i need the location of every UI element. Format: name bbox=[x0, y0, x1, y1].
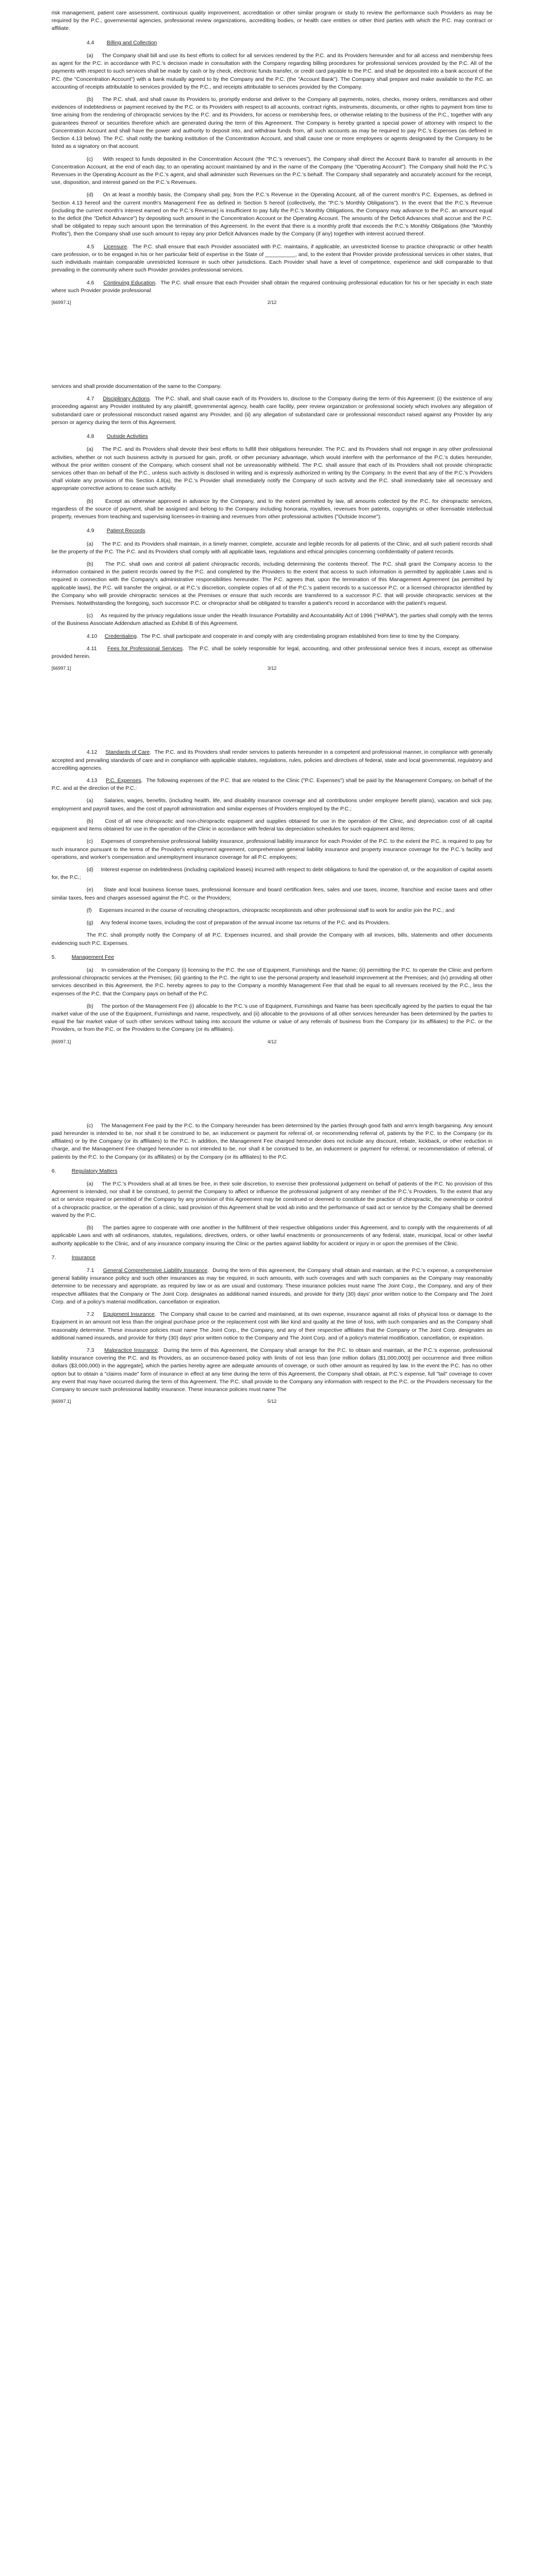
section-number: 4.9 bbox=[87, 528, 94, 534]
paragraph-4-13: 4.13 P.C. Expenses. The following expenses of the P.C. that are related to the Clinic ("P.C. Expenses") shall be paid by the Management Company, on behalf of the P.C. and at the direction of the P.C.: bbox=[52, 777, 492, 792]
section-heading-4-9 bbox=[87, 527, 492, 535]
page-footer bbox=[52, 1398, 492, 1410]
section-title: Continuing Education bbox=[103, 279, 156, 286]
section-number: 6. bbox=[52, 1167, 56, 1174]
page-3 bbox=[52, 749, 492, 1049]
paragraph-4-13-e: (e) State and local business license taxes, professional licensure and board certification fees, sales and use taxes, income, franchise and excise taxes and other similar taxes, fees and charges assessed against the P.C. or the Providers; bbox=[52, 887, 492, 901]
section-title: Management Fee bbox=[71, 954, 114, 960]
section-heading-5 bbox=[52, 954, 492, 961]
section-title: Disciplinary Actions bbox=[103, 396, 150, 402]
section-number: 7.1 bbox=[87, 1267, 94, 1274]
section-title: Fees for Professional Services bbox=[107, 645, 183, 652]
document-reference: [66997.1] bbox=[52, 666, 71, 671]
page-1 bbox=[52, 0, 492, 311]
section-number: 4.11 bbox=[87, 645, 97, 652]
page-number: 2/12 bbox=[267, 300, 277, 305]
paragraph-4-13-d: (d) Interest expense on indebtedness (including capitalized leases) incurred with respect to debt obligations to fund the operation of, or the acquisition of capital assets for, the P.C.; bbox=[52, 866, 492, 881]
section-title: Outside Activities bbox=[106, 433, 148, 440]
section-title: P.C. Expenses bbox=[106, 777, 141, 784]
page-break bbox=[52, 1050, 492, 1122]
section-body: During the term of this Agreement, the Company shall arrange for the P.C. to obtain and maintain, at the P.C.'s expense, professional liability insurance covering the P.C. and its Providers, as an occurrence-based policy with limits of not less than [one million dollars ($1,000,000)] per occurrence and three million dollars ($3,000,000) in the aggregate], which the parties hereby agree are adequate amounts of coverage, or such other amount as required by law. In the event the P.C. has no other option but to obtain a "claims made" form of insurance in effect at any time during the term of this Agreement, the Company shall obtain, at P.C.'s expense, full "tail" coverage to cover any event that may have occurred during the term of this Agreement. The P.C. shall provide to the Company any information with respect to the P.C. or the Providers necessary for the Company to secure such professional liability insurance. These insurance policies must name The bbox=[52, 1347, 492, 1393]
paragraph-4-8-a: (a) The P.C. and its Providers shall devote their best efforts to fulfill their obligations hereunder. The P.C. and its Providers shall not engage in any other professional activities, whether or not such business activity is pursued for gain, profit, or other pecuniary advantage, which would interfere with the performance of the P.C.'s duties hereunder, without the prior written consent of the Company, which consent shall not be unreasonably withheld. The P.C. shall assure that each of its Providers shall not provide chiropractic services other than on behalf of the P.C., unless such activity is disclosed in writing and is expressly authorized in writing by the Company. In the event that any of the P.C.'s Providers shall violate any provision of this Section 4.8(a), the P.C.'s Provider shall immediately notify the Company of such activity and the P.C. shall immediately take all necessary and appropriate corrective actions to cease such activity. bbox=[52, 446, 492, 492]
paragraph-4-4-a: (a) The Company shall bill and use its best efforts to collect for all services rendered by the P.C. and its Providers hereunder and for all access and membership fees as agent for the P.C. in accordance with P.C.'s decision made in consultation with the Company regarding billing procedures for professional services provided by the P.C. All of the payments with respect to such services shall be made by cash or by check, electronic funds transfer, or credit card payable to the P.C. and shall be deposited into a bank account of the P.C. (the "Concentration Account") with a bank mutually agreed to by the Company and the P.C. (the "Account Bank"). The Company shall prepare and make available to the P.C. an accounting of receipts attributable to services provided by the P.C., and receipts attributable to services provided by the Company. bbox=[52, 52, 492, 90]
section-number: 4.10 bbox=[87, 633, 97, 639]
paragraph-6-b: (b) The parties agree to cooperate with one another in the fulfillment of their respective obligations under this Agreement, and to comply with the requirements of all applicable Laws and with all ordinances, statutes, regulations, directives, orders, or other lawful enactments or pronouncements of any federal, state, municipal, local or other lawful authority applicable to the Clinic, and of any insurance company insuring the Clinic or the parties against liability for accident or injury in or upon the premises of the Clinic. bbox=[52, 1225, 492, 1247]
page-2 bbox=[52, 383, 492, 676]
section-body: The P.C. shall participate and cooperate in and comply with any credentialing program established from time to time by the Company. bbox=[141, 633, 460, 639]
paragraph-5-a: (a) In consideration of the Company (i) licensing to the P.C. the use of Equipment, Furnishings and the Name; (ii) permitting the P.C. to operate the Clinic and perform professional chiropractic services at the Premises; (iii) granting to the P.C. the right to use the personal property and leasehold improvement at the Premises; and (iv) providing all other services described in this Agreement, the P.C. hereby agrees to pay to the Company a monthly Management Fee that shall be equal to all revenues received by the P.C., less the expenses of the P.C. that the Company pays on behalf of the P.C. bbox=[52, 967, 492, 997]
section-number: 5. bbox=[52, 954, 56, 960]
section-title: Credentialing bbox=[105, 633, 137, 639]
paragraph-4-13-a: (a) Salaries, wages, benefits, (including health, life, and disability insurance coverage and all contributions under employee benefit plans), vacation and sick pay, employment and payroll taxes, and the cost of payroll administration and similar expenses of Providers employed by the P.C.; bbox=[52, 798, 492, 812]
section-body: The P.C. and its Providers shall render services to patients hereunder in a competent and professional manner, in compliance with generally accepted and prevailing standards of care and in compliance with applicable statutes, regulations, rules, policies and directives of federal, state and local governmental, regulatory and accrediting agencies. bbox=[52, 749, 492, 771]
section-heading-7 bbox=[52, 1254, 492, 1262]
page-number: 5/12 bbox=[267, 1399, 277, 1404]
paragraph-4-7: 4.7 Disciplinary Actions. The P.C. shall, and shall cause each of its Providers to, disclose to the Company during the term of this Agreement: (i) the existence of any proceeding against any Provider instituted by any plaintiff, governmental agency, health care facility, peer review organization or professional society which involves any allegation of substandard care or professional misconduct raised against any Provider, and (ii) any allegation of substandard care or professional misconduct raised against any Provider by any person or agency during the term of this Agreement. bbox=[52, 396, 492, 426]
paragraph-4-13-c: (c) Expenses of comprehensive professional liability insurance, professional liability insurance for each Provider of the P.C. to the extent the P.C. is required to pay for such insurance pursuant to the terms of the Provider's employment agreement, comprehensive general liability insurance and property insurance coverage for the P.C.'s facility and operations, and worker's compensation and unemployment insurance coverage for all P.C. employees; bbox=[52, 838, 492, 860]
page-footer bbox=[52, 299, 492, 311]
paragraph-4-9-b: (b) The P.C. shall own and control all patient chiropractic records, including determining the contents thereof. The P.C. shall grant the Company access to the information contained in the patient records owned by the P.C. and completed by the Providers to the extent that access to such information is permitted by applicable Laws and is required in connection with the Company's administrative responsibilities hereunder. The P.C. agrees that, upon the termination of this Management Agreement (as permitted by applicable laws), the P.C. will transfer the original, or at P.C.'s discretion, complete copies of all of the P.C.'s patient records to a successor P.C. or a licensed chiropractor identified by the Company who will provide chiropractic services at the Premises or ensure that such records are transferred to a successor P.C. that will provide chiropractic services at the Premises. Notwithstanding the foregoing, such successor P.C. or chiropractor shall be obligated to transfer a patient's record in accordance with the patient's request. bbox=[52, 561, 492, 607]
document-reference: [66997.1] bbox=[52, 300, 71, 305]
paragraph-4-5: 4.5 Licensure. The P.C. shall ensure that each Provider associated with P.C. maintains, if applicable, an unrestricted license to practice chiropractic or other health care profession, or to be engaged in his or her particular field of expertise in the State of __________, and, to the extent that Provider provide professional services in other states, that such individuals maintain comparable unrestricted licensure in such other jurisdictions. Each Provider shall have a level of competence, experience and skill comparable to that prevailing in the community where such Provider provides professional services. bbox=[52, 243, 492, 274]
paragraph-4-8-b: (b) Except as otherwise approved in advance by the Company, and to the extent permitted by law, all amounts collected by the P.C. for chiropractic services, regardless of the source of payment, shall be assigned and belong to the Company including honoraria, royalties, revenues from patents, copyrights or other licensable intellectual property, revenues from teaching and supervising licensees-in-training and revenues from other professional activities ("Outside Income"). bbox=[52, 498, 492, 520]
section-number: 4.5 bbox=[87, 243, 94, 250]
section-body: The P.C. shall ensure that each Provider associated with P.C. maintains, if applicable, an unrestricted license to practice chiropractic or other health care profession, or to be engaged in his or her particular field of expertise in the State of __________, and, to the extent that Provider provide professional services in other states, that such individuals maintain comparable unrestricted licensure in such other jurisdictions. Each Provider shall have a level of competence, experience and skill comparable to that prevailing in the community where such Provider provides professional services. bbox=[52, 243, 492, 274]
section-body: During the term of this agreement, the Company shall obtain and maintain, at the P.C.'s expense, a comprehensive general liability insurance policy and such other insurances as may be required, in such amounts, with such coverages and with such companies as the Company may reasonably determine to be necessary and appropriate, as required by law or as are usual and customary. These insurance policies must name The Joint Corp., the Company, and any of their respective affiliates that the Company or The Joint Corp. designates as additional named insureds, and provide for thirty (30) days' prior written notice to the Company and The Joint Corp. and of a policy's material modification, cancellation or expiration. bbox=[52, 1267, 492, 1305]
paragraph-5-c: (c) The Management Fee paid by the P.C. to the Company hereunder has been determined by the parties through good faith and arm's length bargaining. Any amount paid hereunder is intended to be, nor shall it be construed to be, an inducement or payment for referral of, or recommending referral of, patients by the P.C. to the Company (or its affiliates) or by the Company (or its affiliates) to the P.C. In addition, the Management Fee charged hereunder does not include any discount, rebate, kickback, or other reduction in charge, and the Management Fee charged hereunder is not intended to be, nor shall it be construed to be, an inducement or payment for referral, or recommendation of referral, of patients by the P.C. to the Company (or its affiliates) or by the Company (or its affiliates) to the P.C. bbox=[52, 1122, 492, 1160]
section-title: Patient Records bbox=[106, 528, 145, 534]
paragraph-7-3: 7.3 Malpractice Insurance. During the term of this Agreement, the Company shall arrange for the P.C. to obtain and maintain, at the P.C.'s expense, professional liability insurance covering the P.C. and its Providers, as an occurrence-based policy with limits of not less than [one million dollars ($1,000,000)] per occurrence and three million dollars ($3,000,000) in the aggregate], which the parties hereby agree are adequate amounts of coverage, or such other amount as required by law. In the event the P.C. has no other option but to obtain a "claims made" form of insurance in effect at any time during the term of this Agreement, the Company shall obtain, at P.C.'s expense, full "tail" coverage to cover any event that may have occurred during the term of this Agreement. The P.C. shall provide to the Company any information with respect to the P.C. or the Providers necessary for the Company to secure such professional liability insurance. These insurance policies must name The bbox=[52, 1347, 492, 1393]
paragraph-4-12: 4.12 Standards of Care. The P.C. and its Providers shall render services to patients hereunder in a competent and professional manner, in compliance with generally accepted and prevailing standards of care and in compliance with applicable statutes, regulations, rules, policies and directives of federal, state and local governmental, regulatory and accrediting agencies. bbox=[52, 749, 492, 771]
paragraph-4-9-a: (a) The P.C. and its Providers shall maintain, in a timely manner, complete, accurate and legible records for all patients of the Clinic, and all such patient records shall be the property of the P.C. The P.C. and its Providers shall comply with all applicable laws, regulations and ethical principles concerning confidentiality of patient records. bbox=[52, 540, 492, 555]
section-number: 4.12 bbox=[87, 749, 97, 756]
page-4 bbox=[52, 1122, 492, 1410]
section-body: The following expenses of the P.C. that are related to the Clinic ("P.C. Expenses") shall be paid by the Management Company, on behalf of the P.C. and at the direction of the P.C.: bbox=[52, 777, 492, 792]
paragraph-4-4-d: (d) On at least a monthly basis, the Company shall pay, from the P.C.'s Revenue in the Operating Account, all of the current month's P.C. Expenses, as defined in Section 4.13 hereof and the current month's Management Fee as defined in Section 5 hereof (collectively, the "P.C.'s Monthly Obligations"). In the event that the P.C.'s Revenue (including the current month's interest earned on the P.C.'s Revenue) is insufficient to pay fully the P.C.'s Monthly Obligations, the Company may advance to the P.C. an amount equal to the deficit (the "Deficit Advance") by depositing such amount in the Concentration Account or the Operating Account. The amounts of the Deficit Advances shall accrue and the P.C. shall be obligated to repay such amount upon the termination of this Agreement. In the event that there is a monthly profit that exceeds the P.C.'s Monthly Obligations (the "Monthly Profits"), then the Company shall use such amount to repay any prior Deficit Advances made by the Company (if any) together with interest accrued thereof. bbox=[52, 192, 492, 238]
paragraph-4-13-g: (g) Any federal income taxes, including the cost of preparation of the annual income tax returns of the P.C. and its Providers. bbox=[87, 920, 390, 926]
section-number: 4.6 bbox=[87, 279, 94, 286]
page-footer bbox=[52, 1039, 492, 1050]
section-title: General Comprehensive Liability Insurance bbox=[103, 1267, 208, 1274]
page-break bbox=[52, 311, 492, 383]
document-reference: [66997.1] bbox=[52, 1399, 71, 1404]
paragraph-4-9-c: (c) As required by the privacy regulations issue under the Health Insurance Portability and Accountability Act of 1996 ("HIPAA"), the parties shall comply with the terms of the Business Associate Addendum attached as Exhibit B of this Agreement. bbox=[52, 613, 492, 627]
section-number: 4.4 bbox=[87, 39, 94, 46]
paragraph-4-13-b: (b) Cost of all new chiropractic and non-chiropractic equipment and supplies obtained for use in the operation of the Clinic, and depreciation cost of all capital equipment and items obtained for use in the operation of the Clinic in accordance with federal tax depreciation schedules for such equipment and items; bbox=[52, 818, 492, 833]
section-number: 7. bbox=[52, 1254, 56, 1261]
paragraph-intro: risk management, patient care assessment, continuous quality improvement, accreditation or other similar program or study to review the performance such Providers as may be required by the P.C., governmental agencies, professional review organizations, accrediting bodies, or health care entities or other third parties with which the P.C. may contract or affiliate. bbox=[52, 10, 492, 32]
paragraph-4-10: 4.10 Credentialing. The P.C. shall participate and cooperate in and comply with any credentialing program established from time to time by the Company. bbox=[87, 633, 460, 639]
paragraph-7-2: 7.2 Equipment Insurance. The Company shall cause to be carried and maintained, at its own expense, insurance against all risks of physical loss or damage to the Equipment in an amount not less than the original purchase price or the replacement cost with like kind and quality at the time of loss, with such companies and as the Company shall reasonably determine. These insurance policies must name The Joint Corp., the Company, and any of their respective affiliates that the Company or The Joint Corp. designates as additional named insureds, and provide for thirty (30) days' prior written notice to the Company and The Joint Corp. and of a policy's material modification, cancellation, or expiration. bbox=[52, 1311, 492, 1341]
section-number: 4.8 bbox=[87, 433, 94, 440]
section-title: Insurance bbox=[71, 1254, 96, 1261]
paragraph-4-13-f: (f) Expenses incurred in the course of recruiting chiropractors, chiropractic receptionists and other professional staff to work for and/or join the P.C.; and bbox=[87, 907, 455, 913]
section-title: Malpractice Insurance bbox=[104, 1347, 158, 1353]
section-title: Standards of Care bbox=[105, 749, 150, 756]
page-break bbox=[52, 676, 492, 749]
paragraph-4-11: 4.11 Fees for Professional Services. The P.C. shall be solely responsible for legal, accounting, and other professional service fees it incurs, except as otherwise provided herein. bbox=[52, 645, 492, 660]
page-footer bbox=[52, 665, 492, 676]
paragraph-4-6: 4.6 Continuing Education. The P.C. shall ensure that each Provider shall obtain the required continuing professional education for his or her specialty in each state where such Provider provide professional bbox=[52, 279, 492, 294]
paragraph-4-4-c: (c) With respect to funds deposited in the Concentration Account (the "P.C.'s revenues"), the Company shall direct the Account Bank to transfer all amounts in the Concentration Account, at the end of each day, to an operating account maintained by and in the name of the Company (the "Operating Account"). The Company shall hold the P.C.'s Revenues in the Operating Account as the P.C.'s agent, and shall administer such Revenues on the P.C.'s behalf. The Company shall separately and accurately account for the receipt, use, disposition, and interest gained on the P.C.'s Revenues. bbox=[52, 156, 492, 186]
document-reference: [66997.1] bbox=[52, 1039, 71, 1044]
paragraph-4-13-end: The P.C. shall promptly notify the Company of all P.C. Expenses incurred, and shall provide the Company with all invoices, bills, statements and other documents evidencing such P.C. Expenses. bbox=[52, 932, 492, 946]
page-number: 3/12 bbox=[267, 666, 277, 671]
section-body: The P.C. shall ensure that each Provider shall obtain the required continuing professional education for his or her specialty in each state where such Provider provide professional bbox=[52, 279, 492, 294]
section-number: 7.3 bbox=[87, 1347, 94, 1353]
section-title: Equipment Insurance bbox=[103, 1311, 155, 1318]
section-title: Regulatory Matters bbox=[71, 1167, 118, 1174]
paragraph-7-1: 7.1 General Comprehensive Liability Insurance. During the term of this agreement, the Company shall obtain and maintain, at the P.C.'s expense, a comprehensive general liability insurance policy and such other insurances as may be required, in such amounts, with such coverages and with such companies as the Company may reasonably determine to be necessary and appropriate, as required by law or as are usual and customary. These insurance policies must name The Joint Corp., the Company, and any of their respective affiliates that the Company or The Joint Corp. designates as additional named insureds, and provide for thirty (30) days' prior written notice to the Company and The Joint Corp. and of a policy's material modification, cancellation or expiration. bbox=[52, 1267, 492, 1305]
section-heading-4-8 bbox=[87, 433, 492, 440]
section-number: 4.7 bbox=[87, 396, 94, 402]
section-body: The Company shall cause to be carried and maintained, at its own expense, insurance against all risks of physical loss or damage to the Equipment in an amount not less than the original purchase price or the replacement cost with like kind and quality at the time of loss, with such companies and as the Company shall reasonably determine. These insurance policies must name The Joint Corp., the Company, and any of their respective affiliates that the Company or The Joint Corp. designates as additional named insureds, and provide for thirty (30) days' prior written notice to the Company and The Joint Corp. and of a policy's material modification, cancellation, or expiration. bbox=[52, 1311, 492, 1341]
paragraph-6-a: (a) The P.C.'s Providers shall at all times be free, in their sole discretion, to exercise their professional judgement on behalf of patients of the P.C. No provision of this Agreement is intended, nor shall it be construed, to permit the Company to affect or influence the professional judgment of any member of the P.C.'s Providers. To the extent that any act or service required or permitted of the Company by any provision of this Agreement may be construed or deemed to constitute the practice of chiropractic, the ownership or control of a chiropractic practice, or the operation of a clinic, said provision of this Agreement shall be void ab initio and the performance of said act or service by the Company shall be deemed waived by the P.C. bbox=[52, 1181, 492, 1218]
page-number: 4/12 bbox=[267, 1039, 277, 1044]
section-heading-6 bbox=[52, 1167, 492, 1175]
section-number: 4.13 bbox=[87, 777, 97, 784]
paragraph-4-4-b: (b) The P.C. shall, and shall cause its Providers to, promptly endorse and deliver to the Company all payments, notes, checks, money orders, remittances and other evidences of indebtedness or payment received by the P.C. or its Providers with respect to all accounts, contract rights, instruments, documents, or other rights to payment from time to time arising from the rendering of chiropractic services by the P.C. and its Providers, for access or membership fees, or otherwise relating to the business of the P.C., together with any guarantees thereof or securities therefore which are generated during the term of this Agreement. The Company is hereby granted a special power of attorney with respect to the Concentration Account and shall have the power and authority to deposit into, and withdraw funds from, all such accounts as may be required to pay P.C.'s Expenses (as defined in Section 4.13 below). The P.C. shall notify the banking institution of the Concentration Account, and shall cause one or more employees or agents designated by the Company to be listed as a signatory on that account. bbox=[52, 96, 492, 150]
section-body: The P.C. shall, and shall cause each of its Providers to, disclose to the Company during the term of this Agreement: (i) the existence of any proceeding against any Provider instituted by any plaintiff, governmental agency, health care facility, peer review organization or professional society which involves any allegation of substandard care or professional misconduct raised against any Provider, and (ii) any allegation of substandard care or professional misconduct raised against any Provider by any person or agency during the term of this Agreement. bbox=[52, 396, 492, 426]
section-body: The P.C. shall be solely responsible for legal, accounting, and other professional service fees it incurs, except as otherwise provided herein. bbox=[52, 645, 492, 660]
paragraph-continuation: services and shall provide documentation of the same to the Company. bbox=[52, 383, 222, 389]
paragraph-5-b: (b) The portion of the Management Fee (i) allocable to the P.C.'s use of Equipment, Furnishings and Name has been specifically agreed by the parties to equal the fair market value of the use of the Equipment, Furnishings and name, respectively, and (ii) allocable to the provisions of all other services hereunder has been determined by the parties to equal the fair market value of such other services without taking into account the volume or value of any referrals of business from the Company (or its affiliates) to the P.C. or the Providers, or from the P.C. or the Providers to the Company (or its affiliates). bbox=[52, 1003, 492, 1033]
section-number: 7.2 bbox=[87, 1311, 94, 1318]
section-heading-4-4 bbox=[87, 39, 492, 47]
section-title: Licensure bbox=[103, 243, 127, 250]
section-title: Billing and Collection bbox=[106, 39, 157, 46]
